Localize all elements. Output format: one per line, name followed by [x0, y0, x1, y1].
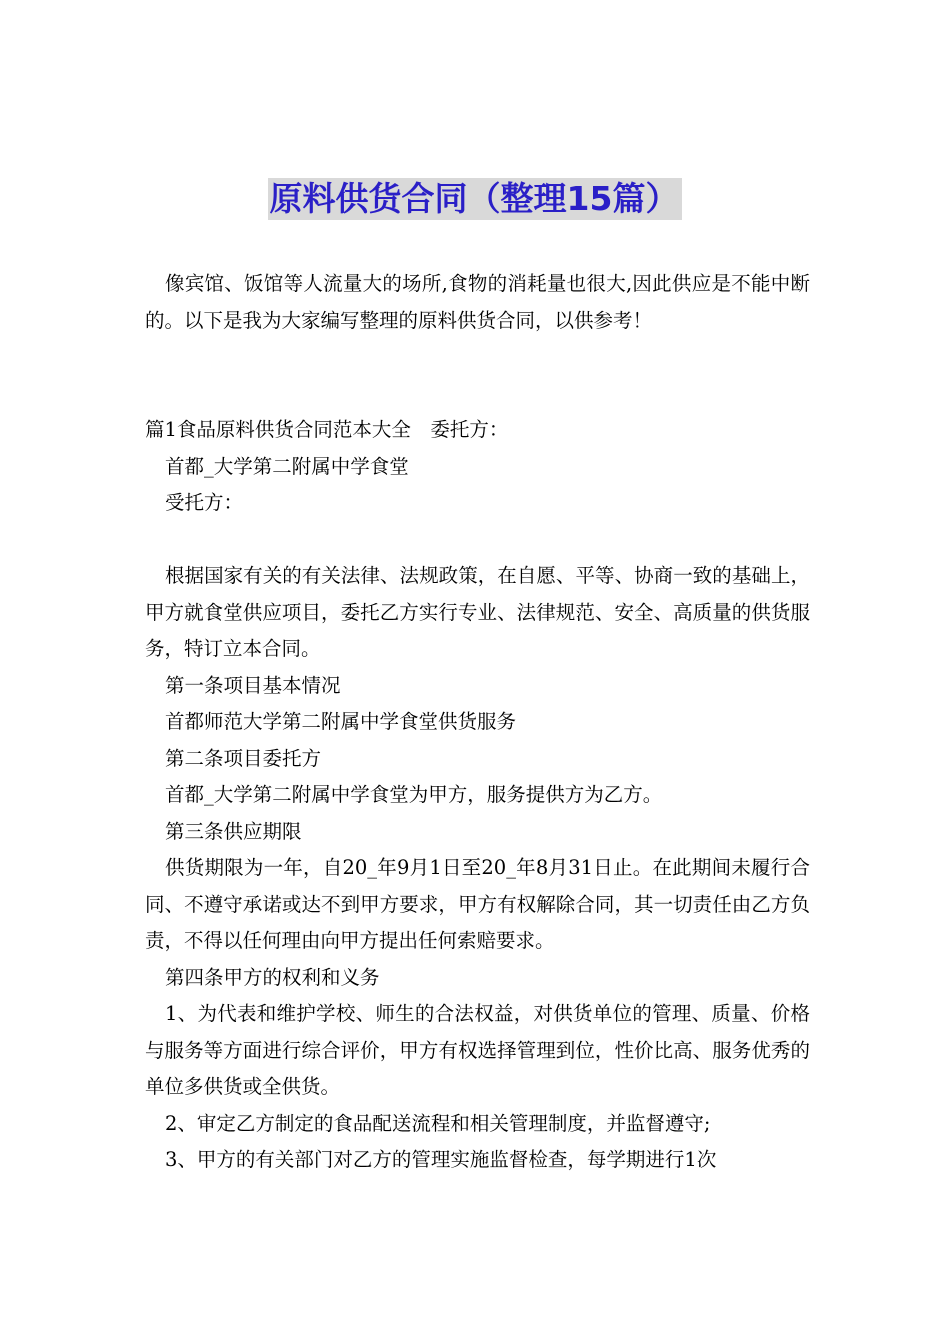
preamble-paragraph: 根据国家有关的有关法律、法规政策，在自愿、平等、协商一致的基础上，甲方就食堂供应项目，委托乙方实行专业、法律规范、安全、高质量的供货服务，特订立本合同。	[145, 564, 810, 660]
contract-body	[145, 412, 810, 1179]
client-name: 首都_大学第二附属中学食堂	[165, 454, 409, 478]
article-4-item-1: 1、为代表和维护学校、师生的合法权益，对供货单位的管理、质量、价格与服务等方面进行综合评价，甲方有权选择管理到位，性价比高、服务优秀的单位多供货或全供货。	[145, 1002, 810, 1098]
article-1-title: 第一条项目基本情况	[165, 673, 341, 697]
article-4-item-3: 3、甲方的有关部门对乙方的管理实施监督检查，每学期进行1次	[165, 1148, 717, 1171]
article-4-item-2: 2、审定乙方制定的食品配送流程和相关管理制度，并监督遵守;	[165, 1111, 711, 1135]
article-2-body: 首都_大学第二附属中学食堂为甲方，服务提供方为乙方。	[165, 783, 663, 806]
intro-paragraph: 像宾馆、饭馆等人流量大的场所,食物的消耗量也很大,因此供应是不能中断的。以下是我为大家编写整理的原料供货合同，以供参考！	[145, 272, 810, 332]
article-4-title: 第四条甲方的权利和义务	[165, 965, 380, 989]
blank-line	[145, 522, 810, 559]
article-1-body: 首都师范大学第二附属中学食堂供货服务	[165, 710, 517, 733]
article-3-body: 供货期限为一年，自20_年9月1日至20_年8月31日止。在此期间未履行合同、不遵守承诺或达不到甲方要求，甲方有权解除合同，其一切责任由乙方负责，不得以任何理由向甲方提出任何索赔要求。	[145, 856, 810, 952]
section-heading: 篇1食品原料供货合同范本大全 委托方：	[145, 418, 509, 441]
trustee-label: 受托方：	[165, 491, 244, 514]
article-3-title: 第三条供应期限	[165, 819, 302, 843]
document-title: 原料供货合同（整理15篇）	[268, 178, 683, 220]
title-container	[0, 178, 950, 220]
article-2-title: 第二条项目委托方	[165, 746, 322, 770]
intro-block	[145, 266, 810, 339]
